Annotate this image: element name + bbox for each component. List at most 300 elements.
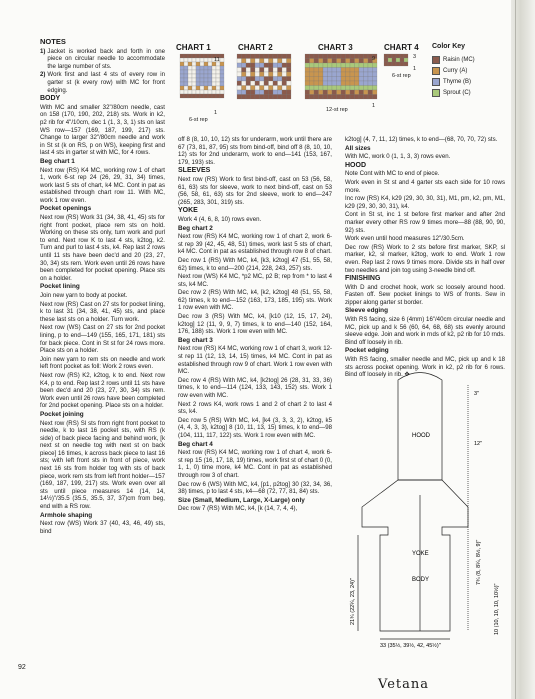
chart-cell [204,62,208,66]
chart-cell [373,81,378,86]
chart-cell [323,54,328,59]
chart-cell [246,63,251,68]
chart-cell [208,86,212,90]
chart-cell [264,68,269,73]
chart-cell [188,70,192,74]
chart-cell [350,59,355,64]
chart-cell [184,78,188,82]
chart-cell [255,90,260,95]
chart-cell [246,77,251,82]
chart-cell [196,66,200,70]
chart-cell [359,90,364,95]
chart-cell [212,78,216,82]
chart-cell [346,90,351,95]
chart-cell [350,68,355,73]
chart-cell [273,86,278,91]
chart-cell [388,58,392,62]
chart-cell [192,82,196,86]
chart-cell [396,62,400,66]
chart-cell [242,95,247,100]
chart-cell [323,68,328,73]
chart-cell [323,81,328,86]
chart-cell [359,63,364,68]
chart-cell [200,78,204,82]
chart-cell [220,90,224,94]
chart-cell [350,72,355,77]
chart-cell [212,74,216,78]
chart-cell [341,90,346,95]
paragraph: Next row (RS) Cast on 27 sts for pocket lining, k to last 31 (34, 38, 41, 45) sts, and place these last sts on a holder. Turn work. [40,300,165,323]
chart-cell [359,72,364,77]
chart-cell [305,81,310,86]
paragraph: Join new yarn to body at pocket. [40,292,128,299]
chart-cell [180,78,184,82]
chart-cell [251,68,256,73]
curry-swatch [432,67,440,75]
chart-cell [350,54,355,59]
paragraph: With MC and smaller 32"/80cm needle, cast on 158 (170, 190, 202, 218) sts. Work in k2, p2 rib for 4"/10cm, dec 1 (1, 3, 3, 1) sts on last WS row—157 (169, 187, 199, 217) sts. Change to larger 32"/80cm needle and work in St st (k on RS, p on WS), keeping first and last 4 sts in garter st with MC, for 4 rows. [40,103,165,157]
chart-cell [180,94,184,98]
chart-cell [323,77,328,82]
chart-cell [278,90,283,95]
chart-cell [341,63,346,68]
chart-cell [200,62,204,66]
paragraph: Next row (WS) Work 37 (40, 43, 46, 49) sts, bind [40,520,165,535]
chart-cell [350,81,355,86]
chart-cell [310,90,315,95]
paragraph: Next row (RS) Sl sts from right front pocket to needle, k to last 16 pocket sts, with RS (k side) of back piece facing and behind work, [k next st on needle tog with next st on back piece] 16 times, k across back piece to last 16 sts; with left front sts in front of piece, work next 16 sts from holder tog with sts of back piece, work rem sts from left front holder—157 (169, 187, 199, 217) sts. Work even over all sts until piece measures 14 (14, 14, 14½)"/35.5 (35.5, 35.5, 37, 37)cm from beg, end with a RS row. [40,419,165,511]
chart-cell [264,77,269,82]
dim-top: 3" [474,391,480,397]
chart-cell [373,72,378,77]
chart-cell [192,54,196,58]
chart-cell [242,90,247,95]
chart-cell [355,95,360,100]
chart-cell [196,90,200,94]
chart-cell [350,77,355,82]
chart-cell [204,58,208,62]
chart-cell [260,72,265,77]
chart-cell [355,54,360,59]
chart-cell [212,70,216,74]
chart-cell [264,59,269,64]
chart-cell [180,58,184,62]
chart-cell [212,82,216,86]
chart-cell [278,68,283,73]
chart-cell [242,77,247,82]
chart-cell [260,77,265,82]
chart-cell [332,54,337,59]
dim-total: 21¾ (22¼, 23, 24)" [350,578,356,625]
paragraph: Next row (WS) K4 MC, *p2 MC, p2 B; rep from * to last 4 sts, k4 MC. [178,273,332,288]
chart-cell [188,78,192,82]
chart-cell [355,81,360,86]
paragraph: Next row (RS) K4 MC, working row 1 of chart 1, work 6-st rep 24 (26, 29, 31, 34) times, work last 5 sts of chart, k4 MC. Cont in pat as established through chart row 11. With MC, work 1 row even. [40,166,165,204]
chart-cell [373,68,378,73]
chart-cell [196,58,200,62]
chart-cell [260,86,265,91]
chart-cell [314,59,319,64]
chart-cell [319,95,324,100]
chart-cell [346,68,351,73]
chart-cell [212,66,216,70]
chart-cell [400,58,404,62]
chart-cell [305,54,310,59]
chart-cell [396,58,400,62]
chart-cell [255,68,260,73]
chart-cell [269,77,274,82]
chart-cell [323,63,328,68]
paragraph: Join new yarn to rem sts on needle and work left front pocket as foll: Work 2 rows even. [40,355,165,371]
chart-cell [341,86,346,91]
chart-cell [323,72,328,77]
chart-cell [359,68,364,73]
section-heading: HOOD [345,161,366,169]
chart-cell [392,58,396,62]
chart-cell [364,59,369,64]
chart-cell [400,62,404,66]
chart-cell [273,81,278,86]
chart1-rep: 6-st rep [189,117,208,123]
chart-cell [255,77,260,82]
chart-cell [208,54,212,58]
section-heading: YOKE [178,207,198,215]
chart-cell [208,78,212,82]
chart-cell [278,59,283,64]
chart-cell [180,66,184,70]
chart-cell [188,82,192,86]
chart-cell [368,68,373,73]
chart-cell [269,86,274,91]
chart-cell [220,94,224,98]
chart-cell [337,95,342,100]
chart-cell [323,59,328,64]
chart-cell [242,81,247,86]
chart-cell [332,81,337,86]
chart-cell [237,63,242,68]
dim-body: 10 (10, 10, 10, 10½)" [494,583,500,635]
chart-cell [341,68,346,73]
paragraph: Next row (WS) Cast on 27 sts for 2nd pocket lining, p to end—149 (155, 165, 171, 181) sts for back piece. Cont in St st for 24 rows more. Place sts on a holder. [40,324,165,355]
chart-cell [278,81,283,86]
section-heading: Beg chart 1 [40,157,75,165]
chart4-row-bottom: 1 [413,66,417,72]
chart-cell [208,82,212,86]
section-heading: Pocket edging [345,347,389,355]
chart-cell [328,72,333,77]
chart-cell [319,72,324,77]
dim-width: 33 (35½, 39½, 42, 45½)" [380,643,441,649]
chart-cell [278,54,283,59]
chart-cell [251,90,256,95]
chart-cell [364,95,369,100]
section-heading: Armhole shaping [40,511,93,519]
chart3-grid [305,54,377,108]
chart-cell [180,70,184,74]
chart-cell [188,58,192,62]
chart-cell [246,72,251,77]
chart-cell [368,81,373,86]
chart3-row-bottom: 1 [372,103,376,109]
paragraph: off 8 (8, 10, 10, 12) sts for underarm, work until there are 67 (73, 81, 87, 95) sts from bind-off, bind off 8 (8, 10, 10, 12) sts for 2nd underarm, work to end—141 (153, 167, 179, 193) sts. [178,136,332,166]
chart-cell [355,68,360,73]
chart1-title: CHART 1 [176,43,211,52]
chart-cell [246,90,251,95]
chart-cell [188,66,192,70]
chart-cell [364,77,369,82]
section-heading: BODY [40,95,61,103]
chart-cell [310,72,315,77]
chart-cell [332,95,337,100]
chart-cell [269,81,274,86]
chart-cell [184,66,188,70]
dim-yoke: 7¾ (8, 8¼, 8½, 9)" [476,539,482,585]
chart-cell [341,54,346,59]
chart-cell [323,90,328,95]
chart-cell [192,94,196,98]
chart-cell [192,86,196,90]
chart-cell [364,86,369,91]
chart4-row-top: 3 [413,54,417,60]
chart-cell [314,95,319,100]
chart-cell [278,95,283,100]
paragraph: Work even until hood measures 12"/30.5cm. [345,235,465,243]
chart-cell [246,95,251,100]
chart-cell [404,58,408,62]
chart-cell [204,78,208,82]
chart-cell [305,90,310,95]
chart-cell [273,77,278,82]
chart-cell [264,81,269,86]
chart-cell [305,86,310,91]
chart-cell [196,78,200,82]
chart-cell [287,95,292,100]
paragraph: With MC, work 0 (1, 1, 3, 3) rows even. [345,153,451,161]
chart-cell [282,59,287,64]
chart-cell [220,70,224,74]
chart-cell [184,94,188,98]
chart-cell [384,58,388,62]
chart-cell [310,59,315,64]
chart-cell [396,54,400,58]
section-heading: Size (Small, Medium, Large, X-Large) only [178,496,305,504]
paragraph: Dec row 2 (RS) With MC, k4, [k2, k2tog] 48 (51, 55, 58, 62) times, k to end—152 (163, 173, 185, 195) sts. Work 1 row even with MC. [178,289,332,312]
chart-cell [264,72,269,77]
chart-cell [220,86,224,90]
chart-cell [242,72,247,77]
section-heading: Pocket lining [40,283,80,291]
chart-cell [188,94,192,98]
chart-cell [364,81,369,86]
chart1-grid [180,54,230,118]
chart-cell [359,54,364,59]
chart-cell [269,72,274,77]
yoke-label: YOKE [412,551,429,557]
chart-cell [269,95,274,100]
chart-cell [359,59,364,64]
paragraph: With RS facing, size 6 (4mm) 16"/40cm circular needle and MC, pick up and k 56 (60, 64, 68, 68) sts evenly around sleeve edge. Join and work in rnds of k2, p2 rib for 10 rnds. Bind off loosely in rib. [345,316,505,346]
chart-cell [319,63,324,68]
chart-cell [192,58,196,62]
chart-cell [341,77,346,82]
chart-cell [346,81,351,86]
paragraph: Next 2 rows K4, work rows 1 and 2 of chart 2 to last 4 sts, k4. [178,400,332,416]
chart-cell [364,68,369,73]
section-heading: FINISHING [345,275,381,283]
notes-title: NOTES [40,37,66,46]
chart-cell [373,77,378,82]
chart-cell [314,86,319,91]
chart-cell [255,54,260,59]
chart-cell [282,81,287,86]
chart-cell [180,86,184,90]
chart-cell [337,81,342,86]
chart-cell [220,58,224,62]
chart-cell [196,82,200,86]
chart-cell [273,63,278,68]
chart-cell [220,66,224,70]
chart-cell [200,58,204,62]
chart-cell [323,95,328,100]
color-key-title: Color Key [432,43,466,50]
chart-cell [319,77,324,82]
chart-cell [388,54,392,58]
chart-cell [200,66,204,70]
chart-cell [184,62,188,66]
chart-cell [278,86,283,91]
chart-cell [200,90,204,94]
chart3-row-top: 9 [372,56,376,62]
chart-cell [368,95,373,100]
section-heading: SLEEVES [178,167,211,175]
chart-cell [287,63,292,68]
chart-cell [208,70,212,74]
chart-cell [216,74,220,78]
chart-cell [341,59,346,64]
paragraph: With D and crochet hook, work sc loosely around hood. Fasten off. Sew pocket linings to WS of fronts. Sew in zipper along garter st border. [345,283,505,306]
chart-cell [269,54,274,59]
chart-cell [278,77,283,82]
chart-cell [278,72,283,77]
chart-cell [251,86,256,91]
chart-cell [200,54,204,58]
paragraph: Work 4 (4, 6, 8, 10) rows even. [178,215,262,223]
chart-cell [196,74,200,78]
chart-cell [204,90,208,94]
chart-cell [337,68,342,73]
chart-cell [355,63,360,68]
chart-cell [328,86,333,91]
chart-cell [184,90,188,94]
chart-cell [282,90,287,95]
chart-cell [242,59,247,64]
text-column-3 [345,136,505,380]
chart-cell [251,54,256,59]
chart-cell [341,81,346,86]
chart-cell [208,58,212,62]
chart3-rep: 12-st rep [326,107,348,113]
chart-cell [319,90,324,95]
paragraph: Next row (RS) K4 MC, working row 1 of chart 4, work 6-st rep 15 (16, 17, 18, 19) times, work first st of chart 0 (0, 1, 1, 0) time more, k4 MC. Cont in pat as established through row 3 of chart. [178,449,332,479]
chart-cell [332,77,337,82]
chart-cell [246,68,251,73]
chart-cell [310,68,315,73]
chart-cell [346,59,351,64]
chart-cell [359,81,364,86]
chart-cell [273,72,278,77]
chart-cell [314,77,319,82]
paragraph: Dec row 7 (RS) With MC, k4, [k (14, 7, 4, 4), [178,505,298,513]
paragraph: Dec row 4 (RS) With MC, k4, [k2tog] 26 (28, 31, 33, 36) times, k to end—114 (124, 133, 143, 152) sts. Work 1 row even with MC. [178,376,332,399]
paragraph: Work even in St st and 4 garter sts each side for 10 rows more. [345,178,505,194]
chart-cell [269,63,274,68]
hood-label: HOOD [412,433,430,439]
chart-cell [355,90,360,95]
text-column-1 [40,38,165,536]
chart-cell [314,54,319,59]
chart-cell [196,94,200,98]
chart-cell [204,66,208,70]
col1-body [40,95,165,535]
chart-cell [368,90,373,95]
note-2: 2) Work first and last 4 sts of every row in garter st (k every row) with MC for front edging. [40,71,165,94]
chart-cell [350,63,355,68]
chart-cell [184,70,188,74]
chart-cell [328,68,333,73]
chart-cell [332,72,337,77]
page-spine [511,0,535,699]
chart-cell [192,66,196,70]
chart-cell [264,54,269,59]
chart-cell [337,63,342,68]
chart-cell [216,94,220,98]
chart-cell [251,72,256,77]
chart-cell [237,68,242,73]
chart-cell [192,78,196,82]
chart-cell [269,90,274,95]
chart4-rep: 6-st rep [392,73,411,79]
section-heading: Pocket openings [40,205,92,213]
chart-cell [404,54,408,58]
chart4-title: CHART 4 [384,43,419,52]
chart-cell [260,59,265,64]
chart-cell [337,77,342,82]
chart-cell [337,72,342,77]
chart1-row-bottom: 1 [214,110,218,116]
chart-cell [282,68,287,73]
chart-cell [251,77,256,82]
chart-cell [208,66,212,70]
chart-cell [196,86,200,90]
chart-cell [310,54,315,59]
text-column-2 [178,136,332,514]
chart-cell [237,95,242,100]
chart-cell [373,63,378,68]
chart-cell [287,77,292,82]
chart-cell [314,81,319,86]
chart-cell [337,90,342,95]
chart-cell [282,86,287,91]
chart-cell [346,77,351,82]
chart-cell [314,68,319,73]
dim-hood: 12" [474,441,483,447]
chart-cell [184,58,188,62]
thyme-swatch [432,78,440,86]
chart-cell [269,68,274,73]
signature-watermark: Vetana [378,677,429,692]
chart-cell [328,90,333,95]
paragraph: Next row (RS) Work 31 (34, 38, 41, 45) sts for right front pocket, place rem sts on hold. Working on these sts only, turn work and purl to end. Next row K to last 4 sts, k2tog, k2. Turn and purl to last 4 sts, k4. Rep last 2 rows until 11 sts have been dec'd and 20 (23, 27, 30, 34) sts rem. Work even until 26 rows have been completed for pocket opening. Place sts on a holder. [40,214,165,282]
